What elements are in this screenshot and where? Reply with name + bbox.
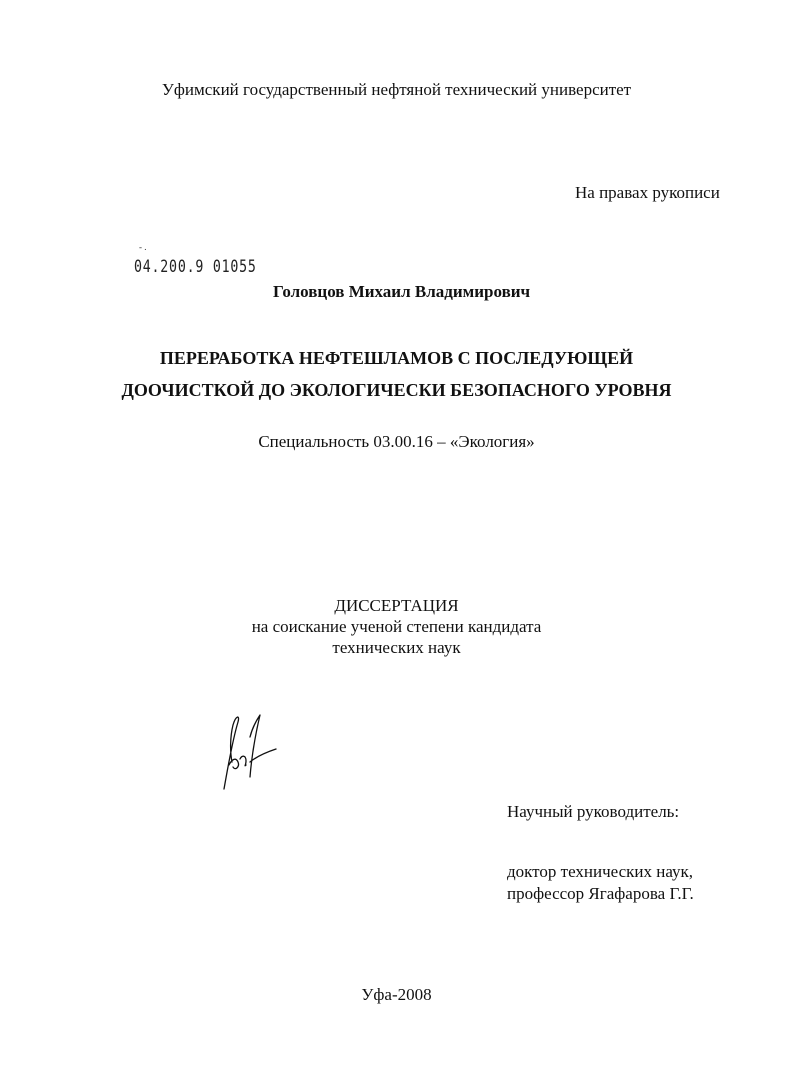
degree-line-1: на соискание ученой степени кандидата — [251, 617, 542, 636]
manuscript-rights-note: На правах рукописи — [575, 183, 720, 202]
university-name: Уфимский государственный нефтяной технический университет — [161, 80, 632, 99]
signature-icon — [216, 707, 286, 797]
thesis-title-line-1: ПЕРЕРАБОТКА НЕФТЕШЛАМОВ С ПОСЛЕДУЮЩЕЙ — [159, 348, 634, 368]
work-type: ДИССЕРТАЦИЯ — [334, 596, 459, 615]
supervisor-name: профессор Ягафарова Г.Г. — [507, 884, 694, 903]
place-year: Уфа-2008 — [361, 985, 432, 1004]
degree-line-2: технических наук — [332, 638, 461, 657]
author-name: Головцов Михаил Владимирович — [273, 282, 531, 301]
supervisor-label: Научный руководитель: — [507, 802, 680, 821]
registry-stamp: 04.200.9 01055 — [134, 257, 257, 277]
specialty: Специальность 03.00.16 – «Экология» — [258, 432, 535, 451]
registry-stamp-dots: - . — [139, 242, 147, 252]
thesis-title-line-2: ДООЧИСТКОЙ ДО ЭКОЛОГИЧЕСКИ БЕЗОПАСНОГО УРОВНЯ — [121, 380, 672, 400]
supervisor-degree: доктор технических наук, — [507, 862, 694, 881]
